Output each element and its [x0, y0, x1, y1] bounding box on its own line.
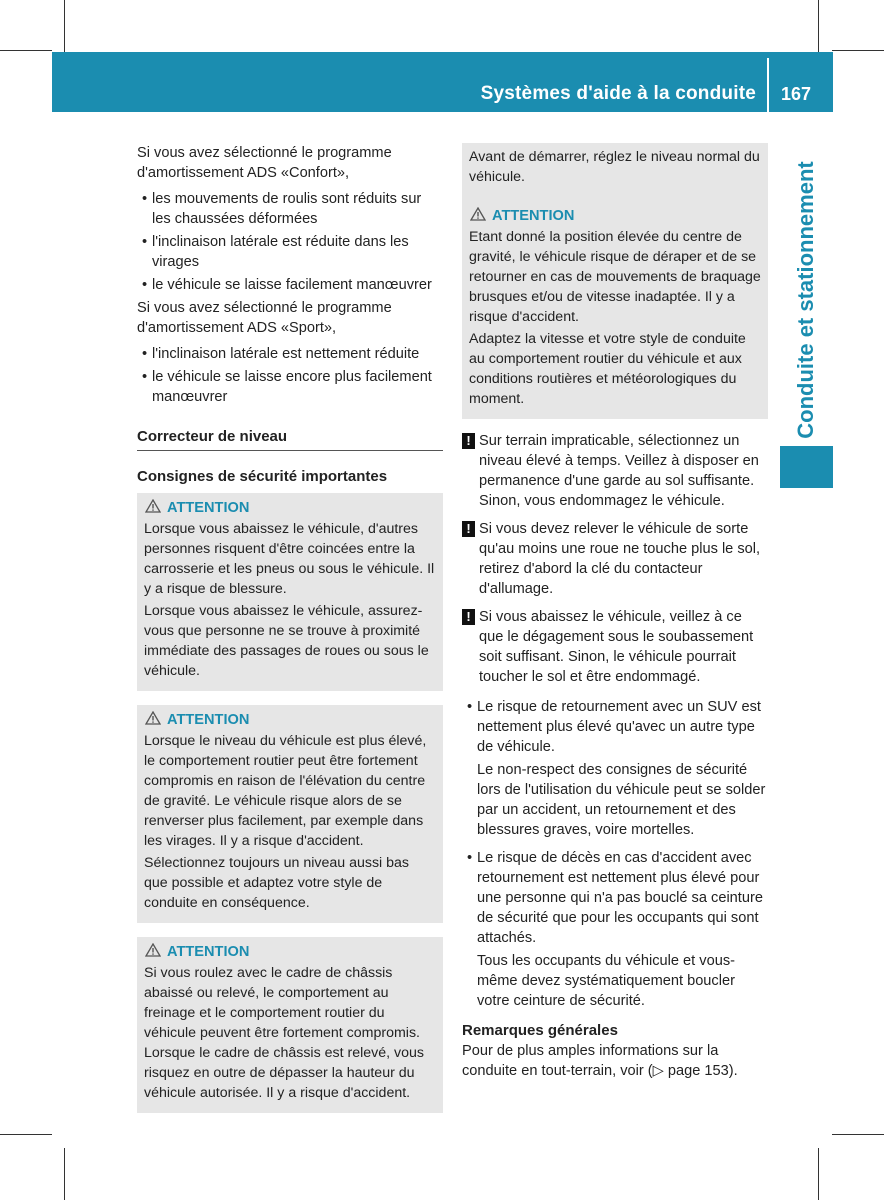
warning-text: Adaptez la vitesse et votre style de conduite au comportement routier du véhicule et aux conditions routières et météorologiques du moment. [469, 331, 746, 407]
list-item: • les mouvements de roulis sont réduits sur les chaussées déformées [137, 189, 443, 229]
page-number: 167 [780, 84, 812, 104]
warning-title: ATTENTION [144, 497, 436, 519]
warning-box [137, 705, 443, 923]
page-title: Systèmes d'aide à la conduite [480, 83, 756, 104]
paragraph: Si vous avez sélectionné le programme d'amortissement ADS «Confort», [137, 145, 392, 181]
crop-mark [64, 0, 65, 52]
subsection-heading: Consignes de sécurité importantes [137, 468, 388, 485]
warning-text: Lorsque vous abaissez le véhicule, assurez-vous que personne ne se trouve à proximité immédiate des passages de roues ou sous le véhicule. [144, 603, 429, 679]
info-box [462, 143, 768, 419]
crop-mark [0, 1134, 52, 1135]
note-item: ! Si vous devez relever le véhicule de sorte qu'au moins une roue ne touche plus le sol, retirez d'abord la clé du contacteur d'allumage. [462, 519, 768, 599]
info-text: Avant de démarrer, réglez le niveau normal du véhicule. [469, 149, 760, 185]
warning-title: ATTENTION [144, 941, 436, 963]
warning-title: ATTENTION [144, 709, 436, 731]
warning-box [137, 937, 443, 1113]
list-item: • l'inclinaison latérale est nettement réduite [137, 344, 443, 364]
exclamation-icon: ! [462, 609, 475, 625]
warning-text: Sélectionnez toujours un niveau aussi bas que possible et adaptez votre style de conduite en conséquence. [144, 855, 410, 911]
crop-mark [818, 1148, 819, 1200]
list-item: • Le risque de décès en cas d'accident avec retournement est nettement plus élevé pour une personne qui n'a pas bouclé sa ceinture de sécurité que pour les occupants qui sont attachés. [462, 848, 768, 948]
crop-mark [832, 1134, 884, 1135]
note-item: ! Sur terrain impraticable, sélectionnez un niveau élevé à temps. Veillez à disposer en permanence d'une garde au sol suffisante. Sinon, vous endommagez le véhicule. [462, 431, 768, 511]
paragraph: Pour de plus amples informations sur la conduite en tout-terrain, voir (▷ page 153). [462, 1043, 738, 1079]
warning-text: Lorsque vous abaissez le véhicule, d'autres personnes risquent d'être coincées entre la carrosserie et les pneus ou sous le véhicule. Il y a risque de blessure. [144, 521, 435, 597]
warning-title: ATTENTION [469, 205, 761, 227]
left-column [137, 143, 443, 1113]
crop-mark [64, 1148, 65, 1200]
paragraph: Le non-respect des consignes de sécurité lors de l'utilisation du véhicule peut se solder par un accident, un retournement et des blessures graves, voire mortelles. [477, 762, 766, 838]
side-tab-marker [780, 446, 833, 488]
list-item: • Le risque de retournement avec un SUV est nettement plus élevé qu'avec un autre type de véhicule. [462, 697, 768, 757]
paragraph: Tous les occupants du véhicule et vous-même devez systématiquement boucler votre ceinture de sécurité. [477, 953, 735, 1009]
exclamation-icon: ! [462, 521, 475, 537]
crop-mark [832, 50, 884, 51]
crop-mark [818, 0, 819, 52]
warning-text: Si vous roulez avec le cadre de châssis abaissé ou relevé, le comportement au freinage et le comportement routier du véhicule peuvent être fortement compromis. Lorsque le cadre de châssis est relevé, vous risquez en outre de dépasser la hauteur du véhicule autorisée. Il y a risque d'accident. [144, 965, 424, 1101]
warning-triangle-icon [470, 207, 486, 221]
side-tab-label: Conduite et stationnement [793, 161, 818, 439]
warning-box [137, 493, 443, 691]
warning-triangle-icon [145, 499, 161, 513]
header-divider [767, 58, 769, 112]
section-heading: Correcteur de niveau [137, 427, 443, 451]
warning-text: Etant donné la position élevée du centre de gravité, le véhicule risque de déraper et de se retourner en cas de mouvements de braquage brusques et/ou de vitesse inadaptée. Il y a risque d'accident. [469, 229, 761, 325]
warning-triangle-icon [145, 711, 161, 725]
subsection-heading: Remarques générales [462, 1022, 618, 1039]
warning-text: Lorsque le niveau du véhicule est plus élevé, le comportement routier peut être fortement compromis en raison de l'élévation du centre de gravité. Le véhicule risque alors de se renverser plus facilement, par exemple dans les virages. Il y a risque d'accident. [144, 733, 427, 849]
paragraph: Si vous avez sélectionné le programme d'amortissement ADS «Sport», [137, 300, 392, 336]
list-item: • l'inclinaison latérale est réduite dans les virages [137, 232, 443, 272]
list-item: • le véhicule se laisse encore plus facilement manœuvrer [137, 367, 443, 407]
crop-mark [0, 50, 52, 51]
note-item: ! Si vous abaissez le véhicule, veillez à ce que le dégagement sous le soubassement soit suffisant. Sinon, le véhicule pourrait toucher le sol et être endommagé. [462, 607, 768, 687]
list-item: • le véhicule se laisse facilement manœuvrer [137, 275, 443, 295]
warning-triangle-icon [145, 943, 161, 957]
right-column [462, 143, 768, 1081]
exclamation-icon: ! [462, 433, 475, 449]
